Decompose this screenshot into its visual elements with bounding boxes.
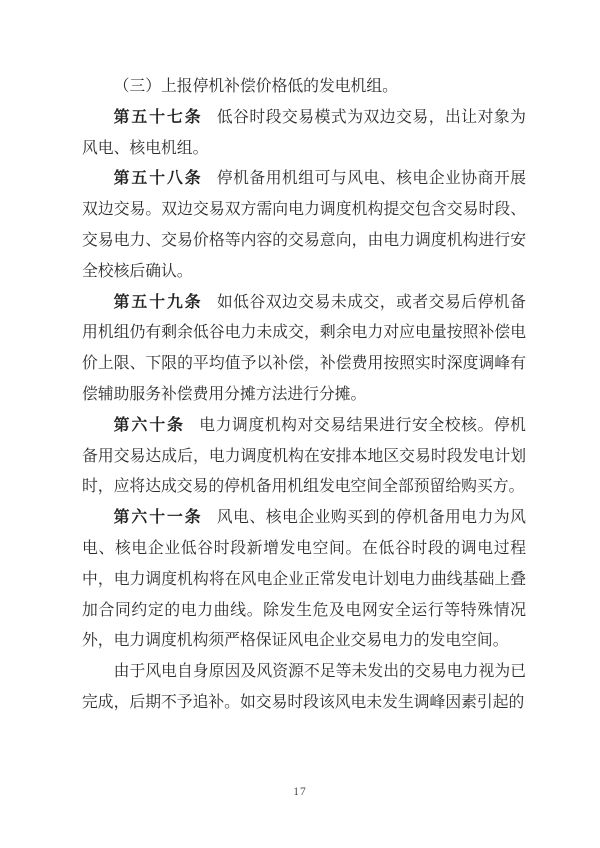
- paragraph-text: 风电、核电企业购买到的停机备用电力为风电、核电企业低谷时段新增发电空间。在低谷时段的调电过程中，电力调度机构将在风电企业正常发电计划电力曲线基础上叠加合同约定的电力曲线。除发生危及电网安全运行等特殊情况外，电力调度机构须严格保证风电企业交易电力的发电空间。: [82, 509, 526, 650]
- article-number: 第六十条: [113, 416, 186, 434]
- article-number: 第五十九条: [113, 293, 203, 311]
- paragraph: [82, 657, 526, 719]
- paragraph: [82, 411, 526, 503]
- paragraph-text: 停机备用机组可与风电、核电企业协商开展双边交易。双边交易双方需向电力调度机构提交包含交易时段、交易电力、交易价格等内容的交易意向，由电力调度机构进行安全校核后确认。: [82, 170, 526, 280]
- paragraph: [82, 103, 526, 165]
- paragraph-text: 如低谷双边交易未成交，或者交易后停机备用机组仍有剩余低谷电力未成交，剩余电力对应电量按照补偿电价上限、下限的平均值予以补偿，补偿费用按照实时深度调峰有偿辅助服务补偿费用分摊方法进行分摊。: [82, 293, 526, 403]
- article-number: 第五十七条: [113, 108, 203, 126]
- paragraph-text: 电力调度机构对交易结果进行安全校核。停机备用交易达成后，电力调度机构在安排本地区交易时段发电计划时，应将达成交易的停机备用机组发电空间全部预留给购买方。: [82, 416, 526, 496]
- page-number: 17: [293, 786, 307, 798]
- paragraph-text: 由于风电自身原因及风资源不足等未发出的交易电力视为已完成，后期不予追补。如交易时段该风电未发生调峰因素引起的: [82, 663, 526, 711]
- article-number: 第六十一条: [113, 509, 203, 527]
- article-number: 第五十八条: [113, 170, 203, 188]
- paragraph-text: 低谷时段交易模式为双边交易，出让对象为风电、核电机组。: [82, 108, 526, 157]
- paragraph: [82, 288, 526, 411]
- document-body: [82, 72, 526, 719]
- paragraph: [82, 164, 526, 287]
- paragraph: [82, 72, 526, 103]
- paragraph: [82, 503, 526, 657]
- paragraph-text: （三）上报停机补偿价格低的发电机组。: [113, 78, 398, 95]
